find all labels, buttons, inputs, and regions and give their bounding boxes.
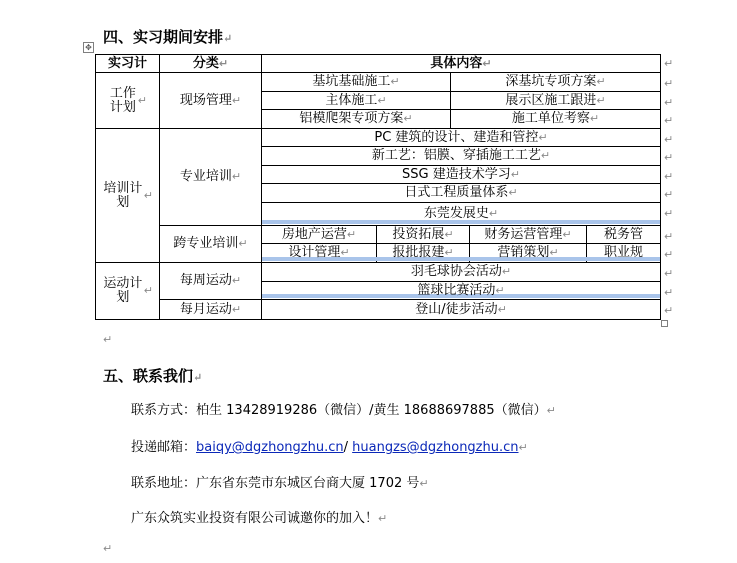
- row-end-mark: ↵: [664, 170, 674, 183]
- sports-item-text: 篮球比赛活动: [417, 282, 496, 298]
- training-item-text: 日式工程质量体系: [404, 185, 509, 200]
- plan-work: 工作计划 ↵: [109, 85, 147, 115]
- plan-sports: 运动计划 ↵: [103, 276, 153, 305]
- sports-item-text: 登山/徒步活动: [415, 301, 498, 317]
- training-item-text: 东莞发展史: [423, 206, 489, 221]
- cross-item: 设计管理 ↵: [288, 245, 350, 260]
- contact-address: 联系地址：广东省东莞市东城区台商大厦 1702 号↵: [131, 476, 429, 491]
- row-end-mark: ↵: [664, 133, 674, 146]
- schedule-table: [95, 54, 661, 320]
- work-item: 深基坑专项方案 ↵: [505, 74, 606, 89]
- invite-text-content: 广东众筑实业投资有限公司诚邀你的加入！: [131, 511, 379, 526]
- email-link-1[interactable]: baiqy@dgzhongzhu.cn: [196, 440, 344, 455]
- category-site-text: 现场管理: [179, 92, 232, 108]
- training-item: 日式工程质量体系 ↵: [404, 185, 518, 200]
- section5-title: 五、联系我们↵: [103, 367, 203, 385]
- plan-training-text: 培训计划: [103, 180, 143, 210]
- training-item: 新工艺：铝膜、穿插施工工艺 ↵: [371, 148, 551, 163]
- cross-item: 报批报建 ↵: [392, 245, 454, 260]
- address-label: 联系地址：: [131, 476, 197, 491]
- cross-item-text: 营销策划: [497, 245, 550, 260]
- training-item-text: PC 建筑的设计、建造和管控: [374, 129, 539, 145]
- work-item-text: 施工单位考察: [511, 111, 590, 126]
- training-item: PC 建筑的设计、建造和管控 ↵: [374, 129, 548, 145]
- header-plan: [96, 55, 159, 72]
- category-monthly: 每月运动 ↵: [179, 301, 242, 317]
- header-content-text: 具体内容: [430, 55, 483, 71]
- work-item: 施工单位考察 ↵: [511, 111, 600, 126]
- row-end-mark: ↵: [664, 77, 674, 90]
- row-end-mark: ↵: [664, 267, 674, 280]
- empty-paragraph-mark: ↵: [103, 333, 113, 346]
- section4-title-text: 四、实习期间安排: [103, 28, 224, 46]
- row-end-mark: ↵: [664, 188, 674, 201]
- row-end-mark: ↵: [664, 286, 674, 299]
- cross-item-text: 设计管理: [288, 245, 341, 260]
- plan-sports-text: 运动计划: [103, 276, 143, 305]
- sports-item: 篮球比赛活动 ↵: [417, 282, 505, 298]
- training-item-text: SSG 建造技术学习: [402, 166, 511, 182]
- cross-item-text: 税务管: [603, 226, 643, 242]
- row-end-mark: ↵: [664, 230, 674, 243]
- contact-email: 投递邮箱：baiqy@dgzhongzhu.cn/ huangzs@dgzhongzhu.cn↵: [131, 440, 528, 455]
- table-move-icon[interactable]: ✥: [83, 42, 94, 53]
- row-end-mark: ↵: [664, 248, 674, 261]
- category-monthly-text: 每月运动: [179, 301, 232, 317]
- work-item: 基坑基础施工 ↵: [312, 74, 400, 89]
- row-end-mark: ↵: [664, 114, 674, 127]
- cross-item: 投资拓展 ↵: [392, 226, 454, 242]
- sports-item: 羽毛球协会活动 ↵: [410, 264, 512, 279]
- category-cross-text: 跨专业培训: [173, 236, 239, 251]
- cross-item: 房地产运营 ↵: [281, 226, 357, 242]
- header-category-text: 分类: [192, 55, 219, 71]
- category-professional-text: 专业培训: [179, 169, 232, 184]
- plan-training: 培训计划 ↵: [103, 180, 153, 210]
- header-category: 分类 ↵: [192, 55, 229, 71]
- section5-title-text: 五、联系我们: [103, 367, 194, 385]
- training-item: 东莞发展史 ↵: [423, 206, 499, 221]
- cross-item: [587, 226, 660, 243]
- cross-item: 营销策划 ↵: [497, 245, 559, 260]
- work-item: 主体施工 ↵: [325, 92, 387, 108]
- phone-label: 联系方式：: [131, 403, 197, 418]
- category-cross: 跨专业培训 ↵: [173, 236, 248, 251]
- work-item-text: 深基坑专项方案: [505, 74, 597, 89]
- work-item-text: 主体施工: [325, 92, 378, 108]
- category-weekly: 每周运动 ↵: [179, 273, 242, 288]
- work-item-text: 基坑基础施工: [312, 74, 391, 89]
- category-professional: 专业培训 ↵: [179, 169, 242, 184]
- cross-item-text: 职业规: [603, 245, 643, 260]
- row-end-mark: ↵: [664, 151, 674, 164]
- work-item-text: 铝模爬架专项方案: [299, 111, 404, 126]
- row-end-mark: ↵: [664, 207, 674, 220]
- address-text: 广东省东莞市东城区台商大厦 1702 号: [196, 476, 420, 491]
- training-item-text: 新工艺：铝膜、穿插施工工艺: [371, 148, 541, 163]
- empty-paragraph-mark: ↵: [103, 542, 113, 555]
- header-plan-text: 实习计: [107, 55, 147, 71]
- work-item: 展示区施工跟进 ↵: [505, 92, 606, 108]
- work-item-text: 展示区施工跟进: [505, 92, 597, 108]
- category-weekly-text: 每周运动: [179, 273, 232, 288]
- row-end-mark: ↵: [664, 57, 674, 70]
- email-link-2[interactable]: huangzs@dgzhongzhu.cn: [352, 440, 519, 455]
- category-site: 现场管理 ↵: [179, 92, 242, 108]
- invite-text: 广东众筑实业投资有限公司诚邀你的加入！↵: [131, 511, 388, 526]
- phone-text: 柏生 13428919286（微信）/黄生 18688697885（微信）: [196, 403, 547, 418]
- cross-item-text: 报批报建: [392, 245, 445, 260]
- contact-phone: 联系方式：柏生 13428919286（微信）/黄生 18688697885（微信）↵: [131, 403, 556, 418]
- sports-item-text: 羽毛球协会活动: [410, 264, 502, 279]
- header-content: 具体内容 ↵: [430, 55, 492, 71]
- sports-item: 登山/徒步活动 ↵: [415, 301, 507, 317]
- cross-item-text: 财务运营管理: [484, 226, 563, 242]
- cross-item-text: 房地产运营: [281, 226, 347, 242]
- work-item: 铝模爬架专项方案 ↵: [299, 111, 413, 126]
- row-end-mark: ↵: [664, 304, 674, 317]
- cross-item: [587, 244, 660, 262]
- table-resize-handle[interactable]: [661, 320, 668, 327]
- cross-item: 财务运营管理 ↵: [484, 226, 572, 242]
- email-separator: /: [343, 440, 353, 455]
- section4-title: 四、实习期间安排↵: [103, 28, 233, 46]
- row-end-mark: ↵: [664, 96, 674, 109]
- cross-item-text: 投资拓展: [392, 226, 445, 242]
- email-label: 投递邮箱：: [131, 440, 197, 455]
- training-item: SSG 建造技术学习 ↵: [402, 166, 520, 182]
- plan-work-text: 工作计划: [109, 85, 136, 115]
